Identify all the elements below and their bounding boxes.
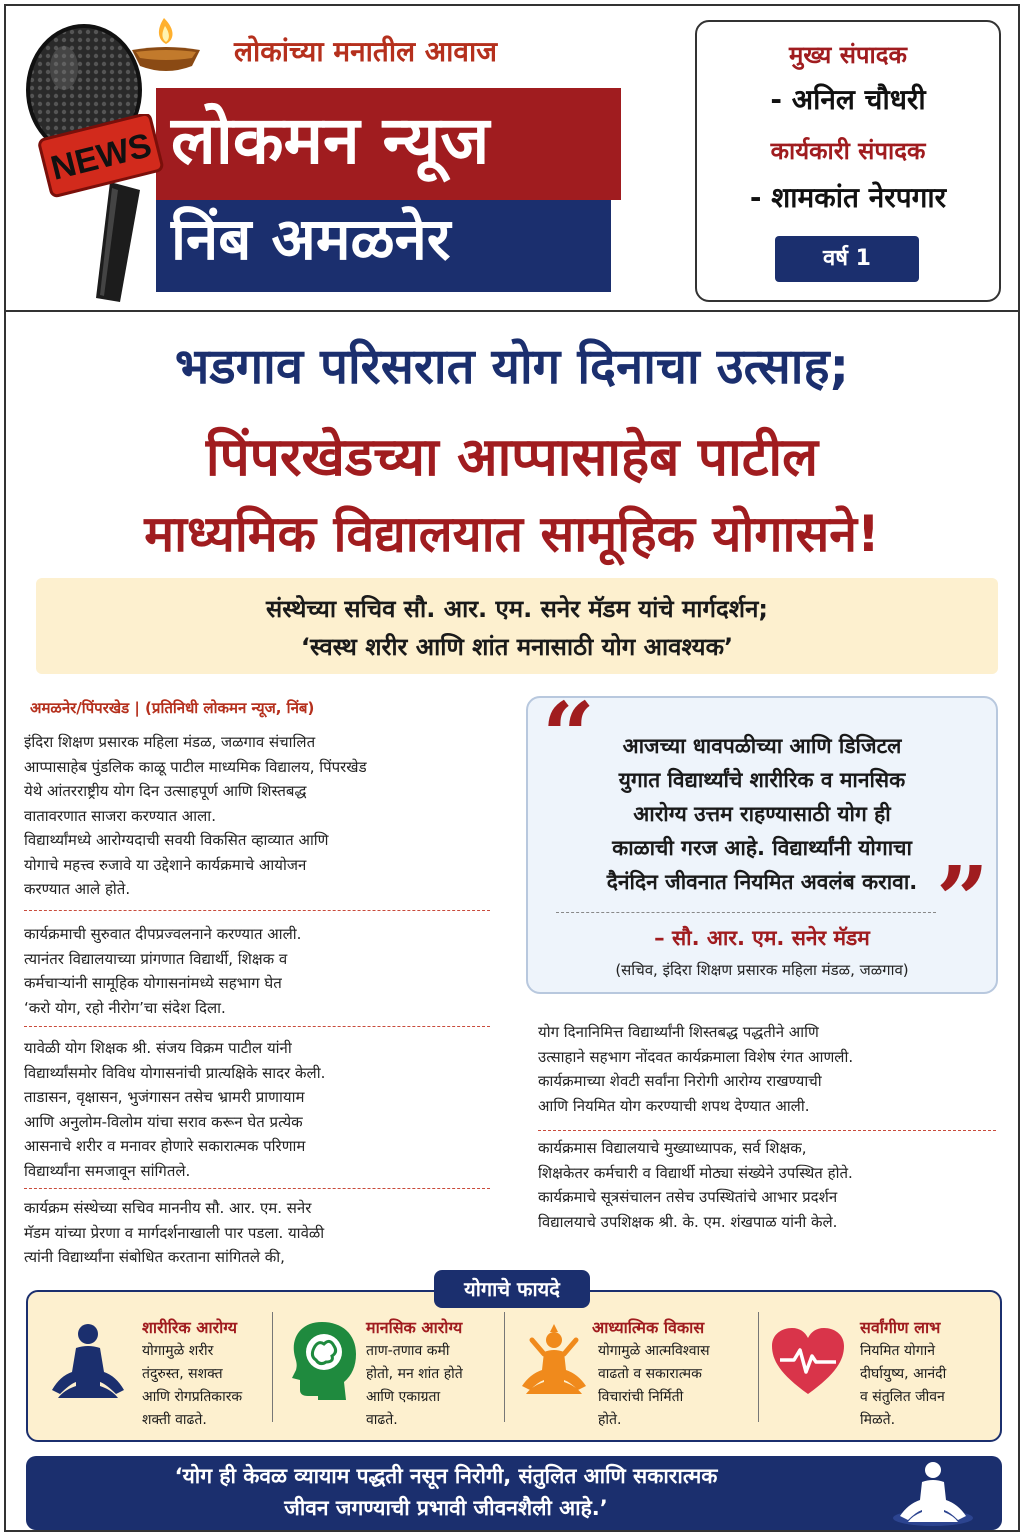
meditating-person-icon [46, 1320, 130, 1404]
subheadline-line-2: ‘स्वस्थ शरीर आणि शांत मनासाठी योग आवश्यक’ [300, 633, 734, 661]
quote-author-role: (सचिव, इंदिरा शिक्षण प्रसारक महिला मंडळ, जळगाव) [615, 961, 909, 979]
newspaper-page [4, 4, 1020, 1532]
editor-box [695, 20, 1001, 302]
newspaper-title: लोकमन न्यूज [171, 102, 490, 179]
benefit-text: योगामुळे शरीर तंदुरुस्त, सशक्त आणि रोगप्रतिकारक शक्ती वाढते. [142, 1343, 243, 1428]
oil-lamp-icon [126, 14, 206, 82]
open-quote-icon: “ [542, 682, 595, 790]
chief-editor-name: - अनिल चौधरी [770, 83, 926, 116]
news-badge-label: NEWS [47, 126, 156, 188]
article-paragraph: इंदिरा शिक्षण प्रसारक महिला मंडळ, जळगाव संचालित आप्पासाहेब पुंडलिक काळू पाटील माध्यमिक विद्यालय, पिंपरखेड येथे आंतरराष्ट्रीय योग दिन उत्साहपूर्ण आणि शिस्तबद्ध वातावरणात साजरा करण्यात आला. विद्यार्थ्यांमध्ये आरोग्यदाची सवयी विकसित व्हाव्यात आणि योगाचे महत्त्व रुजावे या उद्देशाने कार्यक्रमाचे आयोजन करण्यात आले होते. [24, 733, 367, 898]
exec-editor-name: - शामकांत नेरपगार [749, 181, 947, 214]
article-paragraph: कार्यक्रम संस्थेच्या सचिव माननीय सौ. आर. एम. सनेर मॅडम यांच्या प्रेरणा व मार्गदर्शनाखाली पार पडला. यावेळी त्यांनी विद्यार्थ्यांना संबोधित करताना सांगितले की, [24, 1199, 325, 1266]
quote-divider [556, 912, 936, 913]
benefit-text: नियमित योगाने दीर्घायुष्य, आनंदी व संतुलित जीवन मिळते. [860, 1343, 947, 1428]
benefit-title: शारीरिक आरोग्य [142, 1318, 238, 1337]
subheadline-box [36, 578, 998, 674]
close-quote-icon: ” [936, 846, 989, 954]
quote-author: – सौ. आर. एम. सनेर मॅडम [654, 926, 870, 950]
benefit-text: योगामुळे आत्मविश्वास वाढतो व सकारात्मक विचारांची निर्मिती होते. [598, 1343, 710, 1428]
dateline: अमळनेर/पिंपरखेड | (प्रतिनिधी लोकमन न्यूज, निंब) [30, 699, 315, 717]
headline-line-1: भडगाव परिसरात योग दिनाचा उत्साह; [174, 338, 850, 395]
footer-line-2: जीवन जगण्याची प्रभावी जीवनशैली आहे.’ [284, 1496, 608, 1520]
quote-line: दैनंदिन जीवनात नियमित अवलंब करावा. [606, 870, 918, 894]
section-divider [24, 1026, 490, 1027]
benefit-title: सर्वांगीण लाभ [860, 1318, 941, 1337]
footer-line-1: ‘योग ही केवळ व्यायाम पद्धती नसून निरोगी, संतुलित आणि सकारात्मक [174, 1464, 718, 1488]
chief-editor-label: मुख्य संपादक [789, 41, 907, 69]
quote-line: युगात विद्यार्थ्यांचे शारीरिक व मानसिक [618, 768, 906, 792]
headline-line-2: पिंपरखेडच्या आप्पासाहेब पाटील [205, 427, 819, 488]
tagline: लोकांच्या मनातील आवाज [234, 35, 498, 68]
benefit-text: ताण-तणाव कमी होतो, मन शांत होते आणि एकाग्रता वाढते. [366, 1343, 463, 1428]
meditation-silhouette-icon [888, 1458, 978, 1528]
benefit-divider [504, 1312, 505, 1422]
year-badge: वर्ष 1 [775, 236, 919, 282]
brain-head-icon [288, 1318, 360, 1400]
footer-banner [26, 1456, 1002, 1530]
news-badge [36, 114, 166, 198]
benefit-title: मानसिक आरोग्य [366, 1318, 463, 1337]
yoga-pose-icon [516, 1320, 592, 1400]
benefit-divider [758, 1312, 759, 1422]
section-divider [24, 1188, 490, 1189]
quote-line: काळाची गरज आहे. विद्यार्थ्यांनी योगाचा [612, 836, 912, 860]
article-paragraph: कार्यक्रमास विद्यालयाचे मुख्याध्यापक, सर्व शिक्षक, शिक्षकेतर कर्मचारी व विद्यार्थी मोठ्या संख्येने उपस्थित होते. कार्यक्रमाचे सूत्रसंचालन तसेच उपस्थितांचे आभार प्रदर्शन विद्यालयाचे उपशिक्षक श्री. के. एम. शंखपाळ यांनी केले. [538, 1139, 853, 1231]
benefit-divider [272, 1312, 273, 1422]
masthead [6, 6, 1018, 312]
section-divider [538, 1130, 996, 1131]
section-divider [24, 910, 490, 911]
article-paragraph: कार्यक्रमाची सुरुवात दीपप्रज्वलनाने करण्यात आली. त्यानंतर विद्यालयाच्या प्रांगणात विद्यार्थी, शिक्षक व कर्मचाऱ्यांनी सामूहिक योगासनांमध्ये सहभाग घेत ‘करो योग, रहो नीरोग’चा संदेश दिला. [24, 925, 302, 1017]
subheadline-line-1: संस्थेच्या सचिव सौ. आर. एम. सनेर मॅडम यांचे मार्गदर्शन; [265, 595, 769, 623]
article-paragraph: यावेळी योग शिक्षक श्री. संजय विक्रम पाटील यांनी विद्यार्थ्यांसमोर विविध योगासनांची प्रात्यक्षिके सादर केली. ताडासन, वृक्षासन, भुजंगासन तसेच भ्रामरी प्राणायाम आणि अनुलोम-विलोम यांचा सराव करून घेत प्रत्येक आसनाचे शरीर व मनावर होणारे सकारात्मक परिणाम विद्यार्थ्यांना समजावून सांगितले. [24, 1039, 326, 1180]
pull-quote-box [526, 682, 998, 994]
benefits-heading: योगाचे फायदे [434, 1270, 590, 1308]
article-paragraph: योग दिनानिमित्त विद्यार्थ्यांनी शिस्तबद्ध पद्धतीने आणि उत्साहाने सहभाग नोंदवत कार्यक्रमाला विशेष रंगत आणली. कार्यक्रमाच्या शेवटी सर्वांना निरोगी आरोग्य राखण्याची आणि नियमित योग करण्याची शपथ देण्यात आली. [538, 1023, 854, 1115]
benefit-title: आध्यात्मिक विकास [592, 1318, 705, 1337]
headline-line-3: माध्यमिक विद्यालयात सामूहिक योगासने! [144, 505, 880, 563]
heart-pulse-icon [770, 1326, 846, 1398]
newspaper-subtitle: निंब अमळनेर [171, 205, 451, 273]
exec-editor-label: कार्यकारी संपादक [770, 137, 926, 165]
quote-line: आजच्या धावपळीच्या आणि डिजिटल [622, 734, 902, 758]
quote-line: आरोग्य उत्तम राहण्यासाठी योग ही [633, 802, 891, 826]
